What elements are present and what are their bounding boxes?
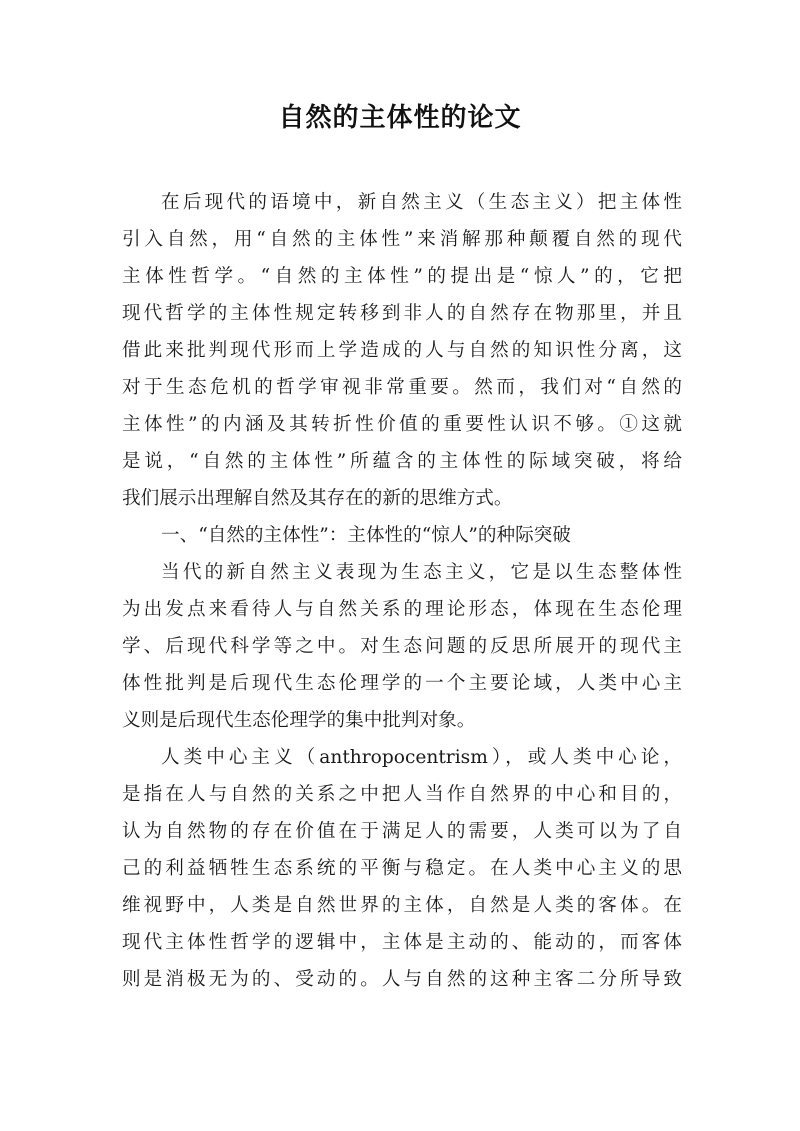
text-line: 人类中心主义（anthropocentrism），或人类中心论， bbox=[161, 747, 682, 768]
text-line: 体性批判是后现代生态伦理学的一个主要论域，人类中心主 bbox=[122, 673, 682, 694]
text-line: 学、后现代科学等之中。对生态问题的反思所展开的现代主 bbox=[122, 636, 682, 657]
text-line: 主体性哲学。“自然的主体性”的提出是“惊人”的，它把 bbox=[122, 266, 682, 287]
text-line: 是指在人与自然的关系之中把人当作自然界的中心和目的， bbox=[122, 784, 682, 805]
text-line: 是说，“自然的主体性”所蕴含的主体性的际域突破，将给 bbox=[122, 451, 682, 472]
text-line: 认为自然物的存在价值在于满足人的需要，人类可以为了自 bbox=[122, 821, 682, 842]
text-line: 义则是后现代生态伦理学的集中批判对象。 bbox=[122, 710, 476, 731]
text-line: 引入自然，用“自然的主体性”来消解那种颠覆自然的现代 bbox=[122, 229, 682, 250]
text-line: 现代哲学的主体性规定转移到非人的自然存在物那里，并且 bbox=[122, 303, 682, 324]
text-line: 则是消极无为的、受动的。人与自然的这种主客二分所导致 bbox=[122, 969, 682, 990]
text-line: 当代的新自然主义表现为生态主义，它是以生态整体性 bbox=[161, 562, 682, 583]
text-line: 一、“自然的主体性”：主体性的“惊人”的种际突破 bbox=[161, 525, 571, 546]
text-line: 现代主体性哲学的逻辑中，主体是主动的、能动的，而客体 bbox=[122, 932, 682, 953]
text-line: 我们展示出理解自然及其存在的新的思维方式。 bbox=[122, 488, 513, 509]
text-line: 己的利益牺牲生态系统的平衡与稳定。在人类中心主义的思 bbox=[122, 858, 682, 879]
text-line: 维视野中，人类是自然世界的主体，自然是人类的客体。在 bbox=[122, 895, 682, 916]
text-line: 借此来批判现代形而上学造成的人与自然的知识性分离，这 bbox=[122, 340, 682, 361]
text-line: 主体性”的内涵及其转折性价值的重要性认识不够。①这就 bbox=[122, 414, 682, 435]
document-title: 自然的主体性的论文 bbox=[278, 103, 522, 133]
text-line: 为出发点来看待人与自然关系的理论形态，体现在生态伦理 bbox=[122, 599, 682, 620]
text-line: 在后现代的语境中，新自然主义（生态主义）把主体性 bbox=[161, 192, 682, 213]
document-body bbox=[122, 184, 682, 998]
text-line: 对于生态危机的哲学审视非常重要。然而，我们对“自然的 bbox=[122, 377, 682, 398]
